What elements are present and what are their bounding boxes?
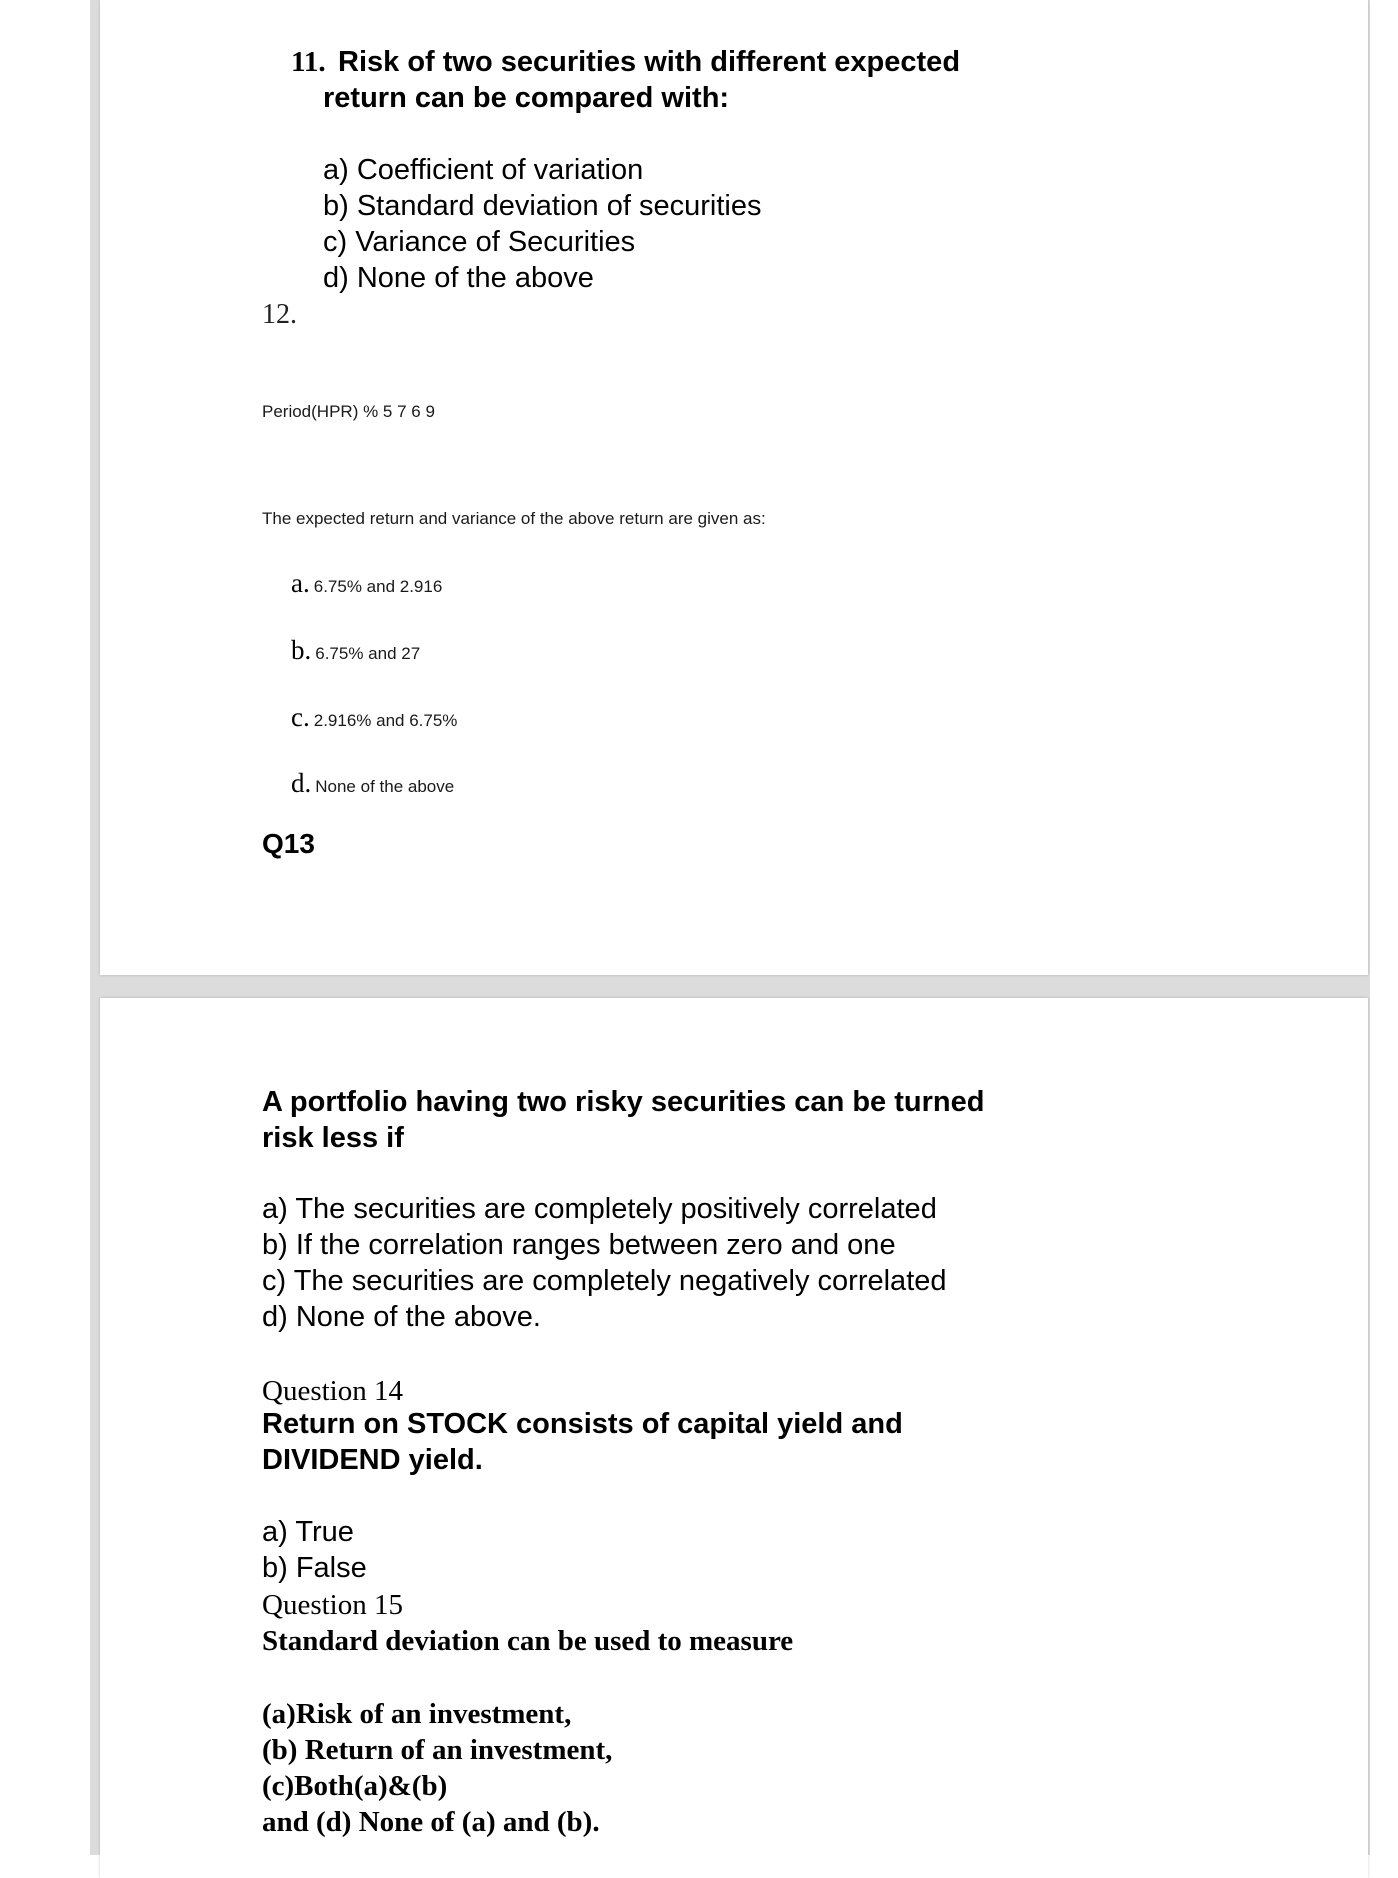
- q11-option-d: d) None of the above: [323, 262, 594, 294]
- q12-option-c-text: 2.916% and 6.75%: [313, 711, 458, 730]
- q12-option-a-letter: a.: [291, 568, 310, 598]
- q11-title-line2: return can be compared with:: [323, 82, 730, 114]
- q13-title-line1: A portfolio having two risky securities can be turned: [262, 1086, 985, 1118]
- document-page-1: [100, 0, 1368, 975]
- q13-option-d: d) None of the above.: [262, 1301, 541, 1333]
- q12-prompt: The expected return and variance of the above return are given as:: [262, 509, 766, 528]
- q12-option-a-text: 6.75% and 2.916: [313, 577, 443, 596]
- q11-option-c: c) Variance of Securities: [323, 226, 636, 258]
- q12-option-b: [291, 633, 420, 672]
- document-page-2: [100, 998, 1368, 1878]
- q12-number: 12.: [262, 299, 297, 330]
- q13-option-c: c) The securities are completely negatively correlated: [262, 1265, 947, 1297]
- q11-option-b: b) Standard deviation of securities: [323, 190, 762, 222]
- q12-option-d: [291, 766, 454, 805]
- q12-option-a: [291, 566, 442, 605]
- q14-option-a: a) True: [262, 1516, 354, 1548]
- q11-number: 11.: [291, 46, 326, 78]
- q11-title-line1: Risk of two securities with different expected: [338, 46, 961, 78]
- q15-option-c: (c)Both(a)&(b): [262, 1770, 448, 1802]
- q12-option-d-text: None of the above: [315, 777, 455, 796]
- q13-title-line2: risk less if: [262, 1122, 404, 1154]
- q15-option-d: and (d) None of (a) and (b).: [262, 1806, 600, 1838]
- q15-option-a: (a)Risk of an investment,: [262, 1698, 572, 1730]
- q15-label: Question 15: [262, 1589, 403, 1621]
- q14-title-line1: Return on STOCK consists of capital yield and: [262, 1408, 903, 1440]
- q12-option-c-letter: c.: [291, 702, 310, 732]
- q14-label: Question 14: [262, 1375, 403, 1407]
- q11-option-a: a) Coefficient of variation: [323, 154, 644, 186]
- q14-title-line2: DIVIDEND yield.: [262, 1444, 483, 1476]
- q12-option-c: [291, 700, 457, 739]
- q13-label: Q13: [262, 828, 315, 859]
- q12-option-b-text: 6.75% and 27: [315, 644, 421, 663]
- q12-table-line: Period(HPR) % 5 7 6 9: [262, 402, 435, 421]
- q12-option-b-letter: b.: [291, 635, 312, 665]
- q15-title: Standard deviation can be used to measure: [262, 1625, 794, 1657]
- q12-option-d-letter: d.: [291, 768, 312, 798]
- q15-option-b: (b) Return of an investment,: [262, 1734, 613, 1766]
- q13-option-b: b) If the correlation ranges between zero and one: [262, 1229, 896, 1261]
- q13-option-a: a) The securities are completely positively correlated: [262, 1193, 937, 1225]
- q14-option-b: b) False: [262, 1552, 367, 1584]
